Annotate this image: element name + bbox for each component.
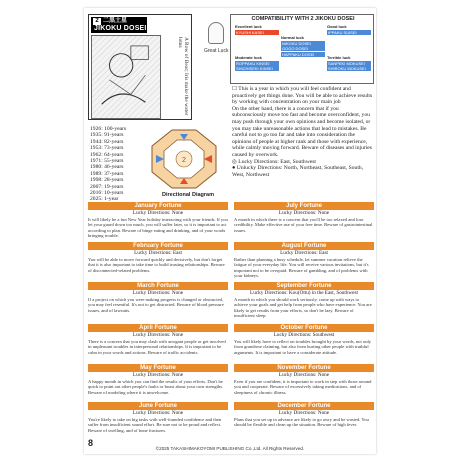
terrible-luck-value-2: SHIROKU MOKUSEI bbox=[327, 66, 371, 71]
description-intro: ☐ This is a year in which you will feel confident and proactively get things done. You will be able to achieve results by working with concentration on your main job bbox=[232, 86, 373, 106]
age-row: 1989: 37-years bbox=[90, 170, 124, 177]
sign-title-jp: 二黒土星 bbox=[103, 18, 128, 24]
age-row: 1962: 64-years bbox=[90, 151, 124, 158]
excellent-luck bbox=[235, 24, 279, 35]
month-title: June Fortune bbox=[88, 402, 228, 410]
month-february bbox=[88, 242, 228, 273]
month-september bbox=[234, 282, 374, 319]
sign-header-panel bbox=[88, 14, 192, 120]
month-december bbox=[234, 402, 374, 428]
month-text: A month in which you should work seriously, come up with ways to achieve your goals and get help from people who have experience. You are likely to get results from your efforts, so don't be lazy. Beware of insufficient sleep. bbox=[234, 297, 372, 319]
month-march bbox=[88, 282, 228, 313]
month-text: There is a concern that you may clash with arrogant people or get involved in unpleasant troubles in interpersonal relationships. It is important to be calm in your words and actions. Beware of traffic accidents. bbox=[88, 339, 226, 355]
month-november bbox=[234, 364, 374, 395]
terrible-luck-value-1: SANPEKI MOKUSEI bbox=[327, 61, 371, 66]
page-number: 8 bbox=[88, 438, 94, 448]
month-text: You're likely to take on big tasks with well-founded confidence and then suffer from insufficient sound effort. Be sure not to be proud and reflect. Beware of swelling, and of bone fractures. bbox=[88, 417, 222, 433]
month-july bbox=[234, 202, 374, 233]
age-row: 1926: 100-years bbox=[90, 126, 127, 132]
normal-luck-value-2: GOGO DOSEI bbox=[281, 46, 325, 51]
good-luck bbox=[327, 24, 371, 35]
month-august bbox=[234, 242, 374, 279]
excellent-luck-value: KYUSHI KASEI bbox=[235, 30, 279, 35]
month-title: February Fortune bbox=[88, 242, 228, 250]
month-text: Even if you are confident, it is important to work in step with those around you and cooperate. Beware of excessively taking medications, and of sleepiness of chronic illness. bbox=[234, 379, 372, 395]
month-directions: Lucky Directions: East bbox=[134, 250, 182, 256]
month-directions: Lucky Directions: None bbox=[132, 372, 184, 378]
moderate-luck-value-1: ROPPAKU KINSEI bbox=[235, 61, 279, 66]
month-directions: Lucky Directions: Kou(Ottu) in the East, Southwest bbox=[250, 290, 358, 296]
birth-year-ages bbox=[90, 126, 140, 203]
month-directions: Lucky Directions: None bbox=[278, 210, 330, 216]
month-october bbox=[234, 324, 374, 355]
month-title: January Fortune bbox=[88, 202, 228, 210]
description-body: On the other hand, there is a concern that if you subconsciously move too fast and become overconfident, you may push through your own opinions and become isolated, or you may take unreasonable actions that lead to mistakes. Be careful not to go too far and take into consideration the opinions of people at higher rank and those with experience, while calmly moving forward. Beware of diseases and injuries caused by overwork. bbox=[232, 105, 372, 158]
almanac-page bbox=[84, 8, 376, 454]
sign-title-en: JIKOKU DOSEI bbox=[94, 25, 147, 32]
yearly-description bbox=[232, 86, 374, 178]
month-directions: Lucky Directions: None bbox=[278, 410, 330, 416]
month-title: November Fortune bbox=[234, 364, 374, 372]
lucky-directions: ◎ Lucky Directions: East, Southwest bbox=[232, 158, 316, 165]
month-text: A happy month in which you can find the results of your efforts. Don't be quick to point out other people's faults or boast about your own strengths. Beware of modeling where it is unwelcome. bbox=[88, 379, 224, 395]
woodblock-illustration bbox=[91, 35, 161, 119]
terrible-luck-label: Terrible luck bbox=[327, 55, 351, 60]
illustration-art bbox=[92, 36, 160, 118]
month-text: It will likely be a fun New Year holiday interacting with your friends. If you let your guard down too much, you will suffer later, so it is important to act according to plan. Beware of binge eating and drinking, and of your words bringing trouble. bbox=[88, 217, 228, 239]
normal-luck-label: Normal luck bbox=[281, 35, 304, 40]
month-text: You will likely have to reflect on troubles brought by your words, not only from grandiose claiming, but also from hurting other people with truthful arguments. It is important to have a considerate attitude. bbox=[234, 339, 372, 355]
month-may bbox=[88, 364, 228, 395]
vertical-caption: A Row of Bear; Iris make the water lotus bbox=[177, 37, 189, 116]
great-luck-label: Great Luck bbox=[204, 48, 229, 54]
month-directions: Lucky Directions: None bbox=[132, 210, 184, 216]
moderate-luck-label: Moderate luck bbox=[235, 55, 262, 60]
month-title: August Fortune bbox=[234, 242, 374, 250]
month-directions: Lucky Directions: East bbox=[280, 250, 328, 256]
excellent-luck-label: Excellent luck bbox=[235, 24, 262, 29]
age-row: 2025: 1-year bbox=[90, 196, 119, 203]
compatibility-panel bbox=[230, 14, 374, 84]
month-title: December Fortune bbox=[234, 402, 374, 410]
month-title: July Fortune bbox=[234, 202, 374, 210]
month-directions: Lucky Directions: Southwest bbox=[273, 332, 335, 338]
age-row: 2016: 10-years bbox=[90, 190, 124, 197]
normal-luck-value-1: NIKOKU DOSEI bbox=[281, 41, 325, 46]
month-directions: Lucky Directions: None bbox=[132, 410, 184, 416]
age-row: 2007: 19-years bbox=[90, 183, 124, 190]
age-row: 1980: 46-years bbox=[90, 164, 124, 171]
terrible-luck bbox=[327, 55, 371, 71]
age-row: 1998: 28-years bbox=[90, 177, 124, 184]
month-directions: Lucky Directions: None bbox=[278, 372, 330, 378]
normal-luck bbox=[281, 35, 325, 57]
svg-text:2: 2 bbox=[182, 157, 186, 164]
month-title: May Fortune bbox=[88, 364, 228, 372]
moderate-luck bbox=[235, 55, 279, 71]
month-directions: Lucky Directions: None bbox=[132, 290, 184, 296]
month-directions: Lucky Directions: None bbox=[132, 332, 184, 338]
month-title: September Fortune bbox=[234, 282, 374, 290]
age-row: 1944: 82-years bbox=[90, 138, 124, 145]
compatibility-title: COMPATIBILITY WITH 2 JIKOKU DOSEI bbox=[251, 16, 355, 22]
month-text: Rather than planning a busy schedule, let summer vacation relieve the fatigue of your everyday life. You will receive various invitations, but it's important not to be overpaid. Beware of gambling, and of problems with your kidneys. bbox=[234, 257, 369, 279]
compass-octagon-icon bbox=[144, 126, 224, 192]
month-text: You will be able to move forward quickly and decisively, but don't forget that it is also important to take time to build trusting relationships. Beware of disconnected-related problems. bbox=[88, 257, 225, 273]
diagram-label: Directional Diagram bbox=[162, 192, 214, 198]
month-title: April Fortune bbox=[88, 324, 228, 332]
month-title: March Fortune bbox=[88, 282, 228, 290]
month-title: October Fortune bbox=[234, 324, 374, 332]
good-luck-label: Good luck bbox=[327, 24, 347, 29]
luck-medal-icon bbox=[208, 22, 224, 44]
moderate-luck-value-2: SHICHISEKI KINSEI bbox=[235, 66, 279, 71]
unlucky-directions: ● Unlucky Directions: North, Northeast, Southeast, South, West, Northwest bbox=[232, 165, 364, 178]
copyright-footer: ©2025 TAKASHIMAKOYOMI PUBLISHING Co.,Ltd. All Rights Reserved. bbox=[155, 446, 305, 451]
month-january bbox=[88, 202, 228, 239]
sign-title-box bbox=[91, 17, 147, 33]
age-row: 1953: 73-years bbox=[90, 145, 124, 152]
good-luck-value: IPPAKU SUISEI bbox=[327, 30, 371, 35]
age-row: 1935: 91-years bbox=[90, 132, 124, 139]
age-row: 1971: 55-years bbox=[90, 158, 124, 165]
month-text: If a project on which you were making progress is changed or obstructed, you may feel resentful. It's not to get distracted. Beware of blood pressure issues, and of lawsuits. bbox=[88, 297, 224, 313]
month-june bbox=[88, 402, 228, 433]
directional-diagram bbox=[144, 126, 224, 192]
normal-luck-value-3: HAPPAKU DOSEI bbox=[281, 52, 325, 57]
month-text: Plans that you set up in advance are likely to go awry and be wasted. You should be flexible and clean up the situation. Beware of high fever. bbox=[234, 417, 369, 428]
month-april bbox=[88, 324, 228, 355]
sign-number: 2 bbox=[93, 18, 101, 25]
month-text: A month in which there is a concern that you'll be too relaxed and lose credibility. Make effective use of your free time. Beware of gastrointestinal issues. bbox=[234, 217, 373, 233]
